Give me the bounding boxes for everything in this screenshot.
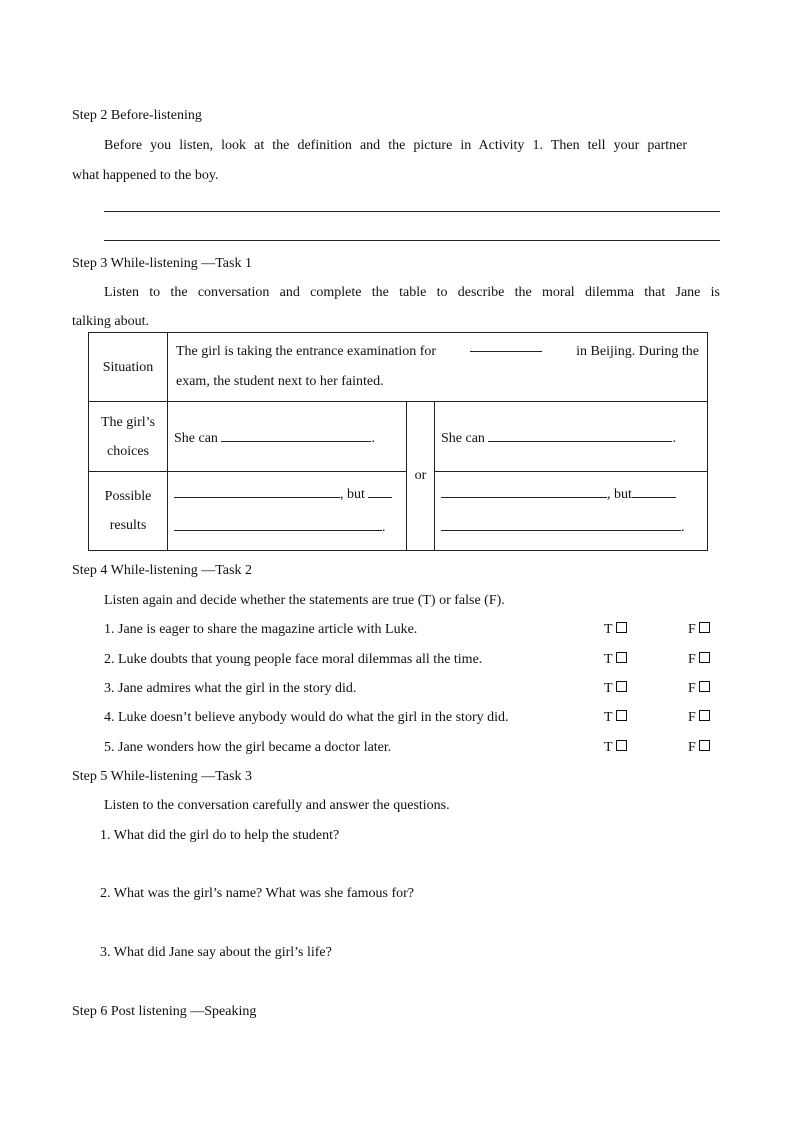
choice-2-period: . [672,430,676,446]
results-label-line2: results [109,518,147,533]
step6-heading: Step 6 Post listening —Speaking [72,1004,257,1019]
statement-5-false-option[interactable] [688,740,710,756]
blank-result-1c[interactable] [174,516,382,531]
situation-label: Situation [102,359,154,375]
result-1-cell [168,472,407,551]
results-label-line1: Possible [104,489,152,504]
blank-result-2c[interactable] [441,516,681,531]
result-2-period: . [681,520,685,535]
choice-1-cell [168,402,407,472]
choices-label-line1: The girl’s [100,414,156,430]
false-label: F [688,710,696,725]
blank-choice-2[interactable] [488,427,672,442]
step3-instruction-line1: Listen to the conversation and complete the table to describe the moral dilemma that Jane is [104,285,720,300]
choices-label-cell [89,402,168,472]
blank-result-2a[interactable] [441,483,607,498]
blank-result-2b[interactable] [632,483,676,498]
blank-choice-1[interactable] [221,427,371,442]
false-checkbox[interactable] [699,710,710,721]
moral-dilemma-table [88,332,708,551]
step2-instruction-line1: Before you listen, look at the definition and the picture in Activity 1. Then tell your partner [104,138,687,153]
statement-1: 1. Jane is eager to share the magazine article with Luke. [104,622,418,637]
step3-instruction-line2: talking about. [72,314,149,329]
result-1-period: . [382,520,386,535]
false-checkbox[interactable] [699,622,710,633]
true-checkbox[interactable] [616,652,627,663]
statement-3: 3. Jane admires what the girl in the story did. [104,681,357,696]
answer-line-2[interactable] [104,240,720,241]
true-label: T [604,622,613,637]
blank-result-1b[interactable] [368,483,392,498]
situation-label-cell [89,333,168,402]
question-1: 1. What did the girl do to help the student? [100,828,340,843]
step2-instruction-line2: what happened to the boy. [72,168,219,183]
true-checkbox[interactable] [616,681,627,692]
statement-5-true-option[interactable] [604,740,627,756]
false-label: F [688,681,696,696]
step5-heading: Step 5 While-listening —Task 3 [72,769,252,784]
choice-1-she-can: She can [174,430,218,446]
situation-text-part1: The girl is taking the entrance examination for [176,344,437,359]
step4-instruction: Listen again and decide whether the statements are true (T) or false (F). [104,593,505,608]
false-label: F [688,652,696,667]
step3-heading: Step 3 While-listening —Task 1 [72,256,252,271]
or-text: or [414,468,427,483]
results-label-cell [89,472,168,551]
situation-text-cell [168,333,708,402]
true-label: T [604,710,613,725]
step2-heading: Step 2 Before-listening [72,108,202,123]
statement-2-true-option[interactable] [604,652,627,668]
true-checkbox[interactable] [616,622,627,633]
statement-3-false-option[interactable] [688,681,710,697]
false-label: F [688,622,696,637]
true-checkbox[interactable] [616,710,627,721]
or-cell [407,402,435,551]
false-checkbox[interactable] [699,681,710,692]
statement-4-false-option[interactable] [688,710,710,726]
false-label: F [688,740,696,755]
statement-4: 4. Luke doesn’t believe anybody would do what the girl in the story did. [104,710,509,725]
choice-2-she-can: She can [441,430,485,446]
blank-exam-subject[interactable] [470,337,542,352]
result-1-but: , but [340,487,365,502]
statement-1-true-option[interactable] [604,622,627,638]
true-label: T [604,681,613,696]
step4-heading: Step 4 While-listening —Task 2 [72,563,252,578]
false-checkbox[interactable] [699,652,710,663]
blank-result-1a[interactable] [174,483,340,498]
situation-text-part2: in Beijing. During the [576,344,700,359]
situation-text-line2: exam, the student next to her fainted. [176,374,384,389]
choice-2-cell [435,402,708,472]
true-label: T [604,740,613,755]
true-label: T [604,652,613,667]
choices-label-line2: choices [107,443,149,459]
answer-line-1[interactable] [104,211,720,212]
result-2-cell [435,472,708,551]
question-3: 3. What did Jane say about the girl’s life? [100,945,332,960]
choice-1-period: . [371,430,375,446]
statement-2-false-option[interactable] [688,652,710,668]
statement-3-true-option[interactable] [604,681,627,697]
true-checkbox[interactable] [616,740,627,751]
statement-4-true-option[interactable] [604,710,627,726]
statement-5: 5. Jane wonders how the girl became a doctor later. [104,740,392,755]
step5-instruction: Listen to the conversation carefully and answer the questions. [104,798,450,813]
statement-2: 2. Luke doubts that young people face moral dilemmas all the time. [104,652,483,667]
false-checkbox[interactable] [699,740,710,751]
result-2-but: , but [607,487,632,502]
question-2: 2. What was the girl’s name? What was she famous for? [100,886,415,901]
statement-1-false-option[interactable] [688,622,710,638]
